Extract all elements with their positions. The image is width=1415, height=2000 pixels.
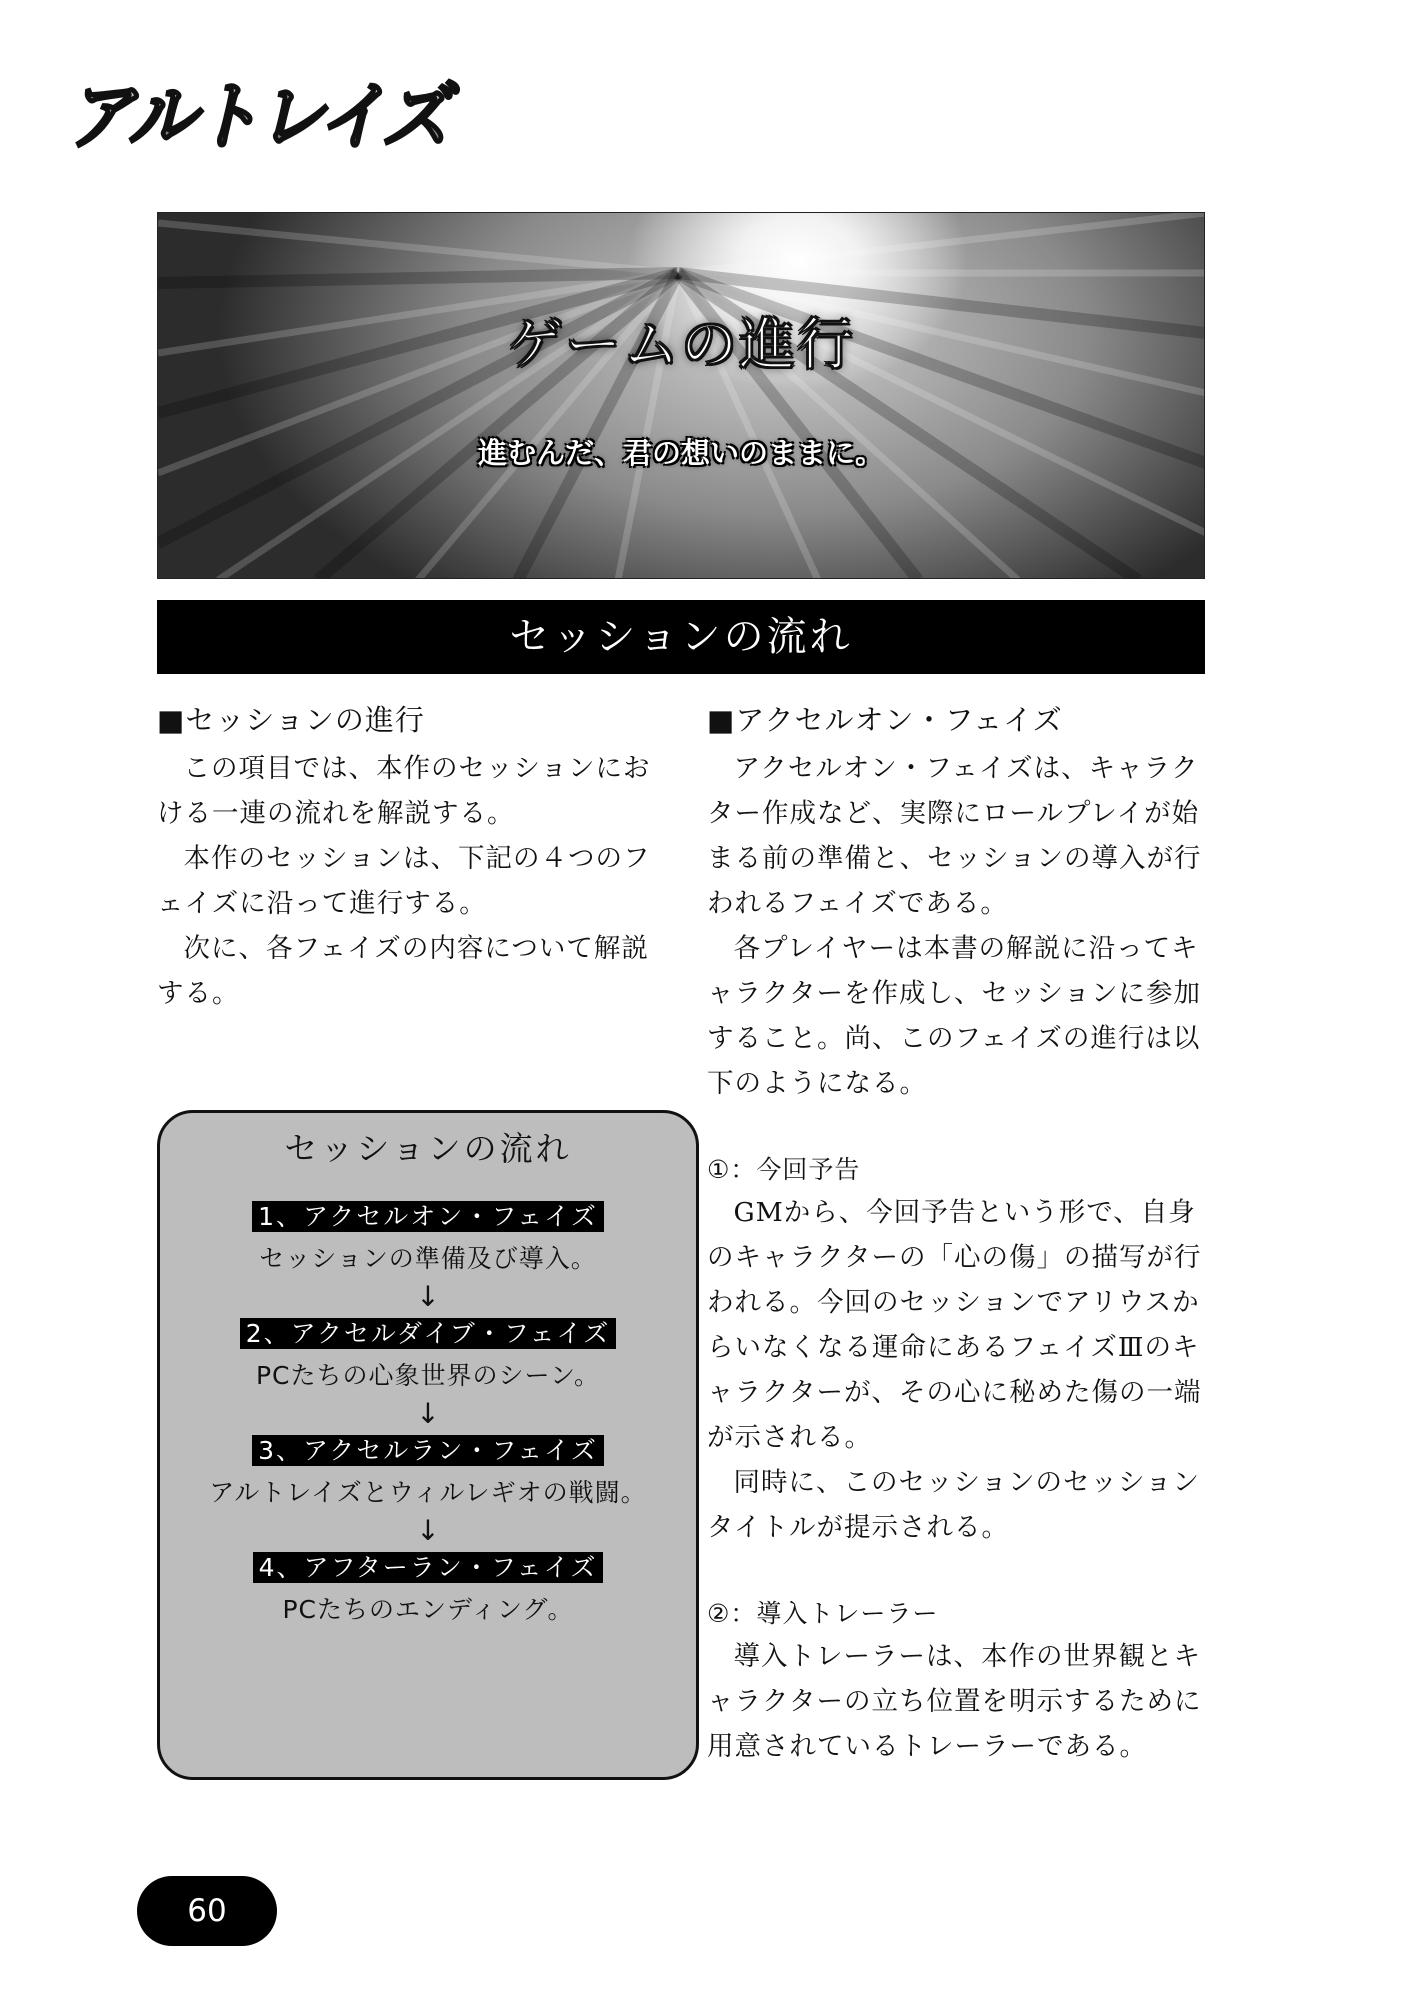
- item-paragraph: 同時に、このセッションのセッションタイトルが提示される。: [707, 1467, 1200, 1543]
- phase-description: アルトレイズとウィルレギオの戦闘。: [209, 1478, 647, 1507]
- spacer: [707, 1106, 1205, 1150]
- flow-phase: [160, 1435, 696, 1548]
- right-paragraph: アクセルオン・フェイズは、キャラクター作成など、実際にロールプレイが始まる前の準備と、セッションの導入が行われるフェイズである。: [707, 753, 1202, 919]
- down-arrow-icon: ↓: [416, 1397, 440, 1430]
- header-banner: [157, 212, 1205, 579]
- phase-label: 3、アクセルラン・フェイズ: [252, 1435, 604, 1466]
- spacer: [707, 1550, 1205, 1594]
- left-subheading: ■セッションの進行: [157, 703, 425, 737]
- left-paragraph: この項目では、本作のセッションにおける一連の流れを解説する。: [157, 753, 651, 829]
- item-paragraph: GMから、今回予告という形で、自身のキャラクターの「心の傷」の描写が行われる。今回のセッションでアリウスからいなくなる運命にあるフェイズⅢのキャラクターが、その心に秘めた傷の一端が示される。: [707, 1197, 1202, 1453]
- logo-text: アルトレイズ: [66, 74, 460, 160]
- right-column: [707, 700, 1205, 1769]
- chapter-subtitle: 進むんだ、君の想いのままに。: [477, 436, 884, 470]
- phase-description: PCたちの心象世界のシーン。: [255, 1361, 601, 1390]
- phase-label: 2、アクセルダイブ・フェイズ: [240, 1318, 616, 1349]
- section-heading-bar: セッションの流れ: [157, 600, 1205, 674]
- flow-box-title: セッションの流れ: [284, 1129, 572, 1168]
- page-number-badge: 60: [137, 1876, 277, 1946]
- banner-rays-art: [158, 213, 1205, 579]
- logo: [62, 64, 462, 164]
- flow-phase: [160, 1552, 696, 1629]
- item-heading: ①：今回予告: [707, 1155, 861, 1184]
- phase-description: セッションの準備及び導入。: [259, 1244, 597, 1273]
- left-column: [157, 700, 655, 1016]
- item-paragraph: 導入トレーラーは、本作の世界観とキャラクターの立ち位置を明示するために用意されているトレーラーである。: [707, 1641, 1202, 1762]
- chapter-title: ゲームの進行: [507, 313, 855, 378]
- right-paragraph: 各プレイヤーは本書の解説に沿ってキャラクターを作成し、セッションに参加すること。尚、このフェイズの進行は以下のようになる。: [707, 933, 1201, 1099]
- phase-label: 4、アフターラン・フェイズ: [253, 1552, 604, 1583]
- right-subheading: ■アクセルオン・フェイズ: [707, 703, 1063, 737]
- phase-description: PCたちのエンディング。: [282, 1595, 574, 1624]
- flow-phase: [160, 1318, 696, 1431]
- item-heading: ②：導入トレーラー: [707, 1599, 939, 1628]
- down-arrow-icon: ↓: [416, 1280, 440, 1313]
- flow-phase: [160, 1201, 696, 1314]
- phase-label: 1、アクセルオン・フェイズ: [252, 1201, 604, 1232]
- left-paragraph: 次に、各フェイズの内容について解説する。: [157, 933, 649, 1009]
- down-arrow-icon: ↓: [416, 1514, 440, 1547]
- left-paragraph: 本作のセッションは、下記の４つのフェイズに沿って進行する。: [157, 843, 651, 919]
- session-flow-box: [157, 1110, 699, 1780]
